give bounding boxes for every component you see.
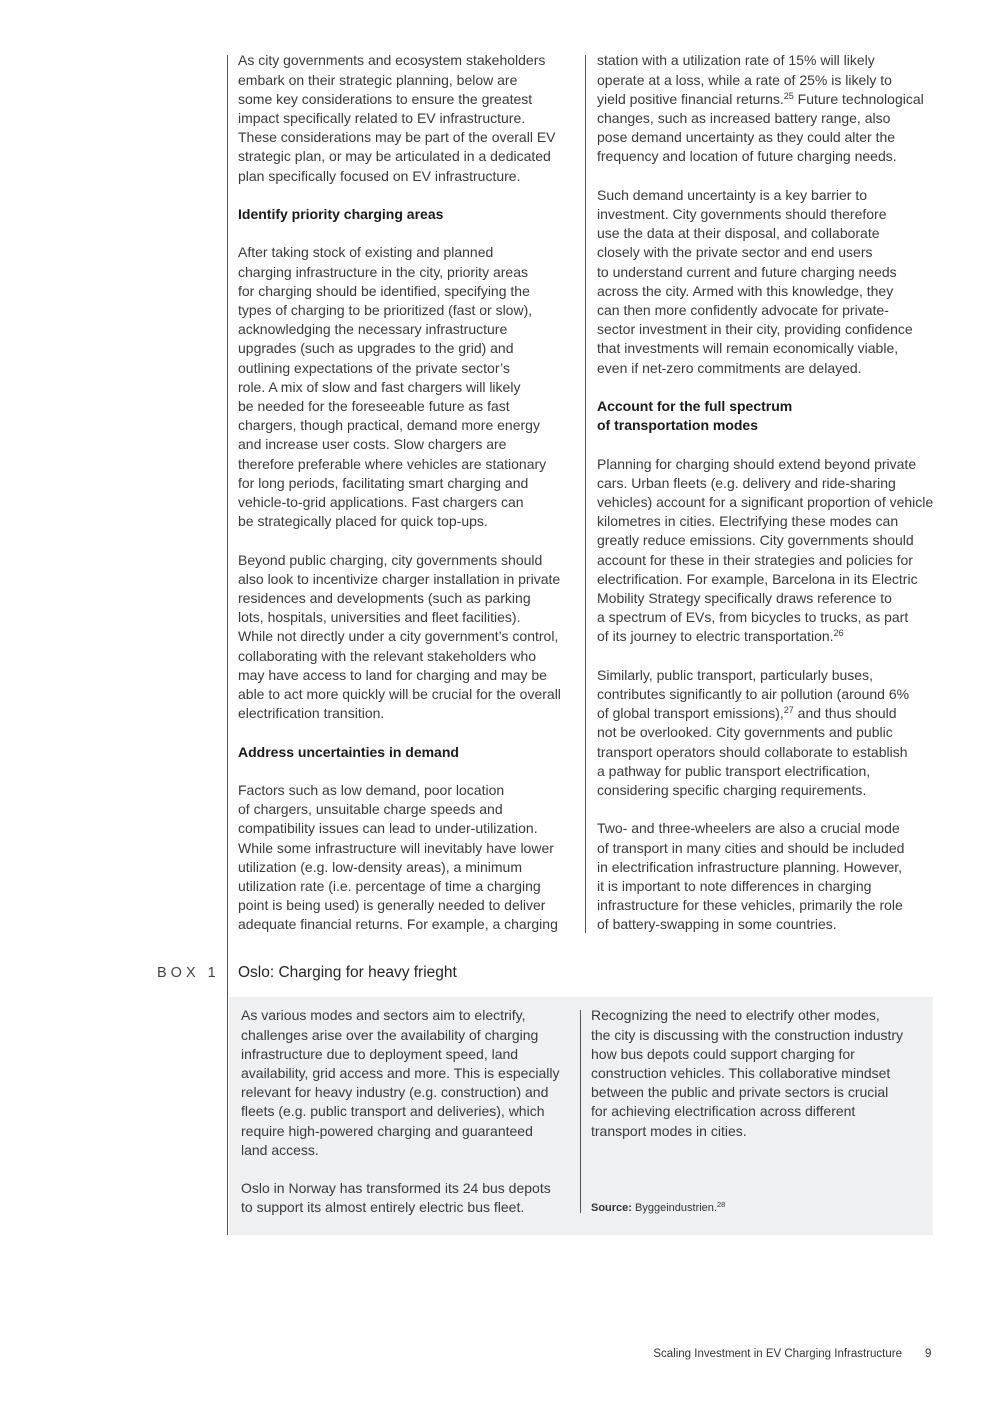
footnote-ref-27: 27 [783, 705, 794, 716]
box-title: Oslo: Charging for heavy frieght [238, 964, 457, 981]
utilization-paragraph [597, 51, 942, 166]
box-label: BOX 1 [157, 965, 220, 981]
public-transport-text-a: Similarly, public transport, particularly buses, contributes significantly to air pollution (around 6% of global transport emissions), [597, 666, 910, 722]
demand-uncertainties-paragraph: Factors such as low demand, poor location of chargers, unsuitable charge speeds and compatibility issues can lead to under-utilization. While some infrastructure will inevitably have lower utilization (e.g. low-density areas), a minimum utilization rate (i.e. percentage of time a charging point is being used) is generally needed to deliver adequate financial returns. For example, a charging [238, 782, 558, 933]
utilization-text-b: Future technological changes, such as increased battery range, also pose demand uncertainty as they could alter the frequency and location of future charging needs. [597, 90, 924, 165]
urban-fleets-paragraph [597, 455, 942, 647]
box-column-divider [580, 1010, 581, 1213]
box-left-column [241, 1006, 571, 1217]
public-transport-paragraph [597, 666, 942, 800]
demand-barrier-paragraph: Such demand uncertainty is a key barrier to investment. City governments should therefore use the data at their disposal, and collaborate closely with the private sector and end users to understand current and future charging needs across the city. Armed with this knowledge, they can then more confidently advocate for private- sector investment in their city, providing confidence that investments will remain economically viable, even if net-zero commitments are delayed. [597, 186, 913, 376]
box-source-text: Byggeindustrien. [631, 1202, 717, 1214]
left-column-rule [227, 55, 228, 1235]
utilization-text-a: station with a utilization rate of 15% will likely operate at a loss, while a rate of 25% is likely to yield positive financial returns. [597, 52, 892, 107]
footer-report-title: Scaling Investment in EV Charging Infrastructure [653, 1348, 902, 1360]
priority-areas-paragraph: After taking stock of existing and planned charging infrastructure in the city, priority areas for charging should be identified, specifying the types of charging to be prioritized (fast or slow), acknowledging the necessary infrastructure upgrades (such as upgrades to the grid) and outlining expectations of the private sector’s role. A mix of slow and fast chargers will likely be needed for the foreseeable future as fast chargers, though practical, demand more energy and increase user costs. Slow chargers are therefore preferable where vehicles are stationary for long periods, facilitating smart charging and vehicle-to-grid applications. Fast chargers can be strategically placed for quick top-ups. [238, 244, 547, 530]
section-heading-demand-uncertainties: Address uncertainties in demand [238, 743, 459, 760]
right-column [597, 51, 942, 934]
box-right-column [591, 1006, 926, 1140]
public-transport-text-b: and thus should not be overlooked. City governments and public transport operators should collaborate to establish a pathway for public transport electrification, considering specific charging requirements. [597, 705, 908, 799]
box-challenges-paragraph: As various modes and sectors aim to electrify, challenges arise over the availability of charging infrastructure due to deployment speed, land availability, grid access and more. This is especially relevant for heavy industry (e.g. construction) and fleets (e.g. public transport and deliveries), which require high-powered charging and guaranteed land access. [241, 1007, 560, 1158]
two-three-wheelers-paragraph: Two- and three-wheelers are also a crucial mode of transport in many cities and should be included in electrification infrastructure planning. However, it is important to note differences in charging infrastructure for these vehicles, primarily the role of battery-swapping in some countries. [597, 820, 905, 933]
box-collaboration-paragraph: Recognizing the need to electrify other modes, the city is discussing with the construction industry how bus depots could support charging for construction vehicles. This collaborative mindset between the public and private sectors is crucial for achieving electrification across different transport modes in cities. [591, 1007, 904, 1139]
box-source-note [591, 1200, 725, 1216]
footnote-ref-25: 25 [783, 90, 794, 101]
footer-page-number: 9 [925, 1348, 932, 1360]
left-column [238, 51, 583, 934]
urban-fleets-text: Planning for charging should extend beyond private cars. Urban fleets (e.g. delivery and ride-sharing vehicles) account for a significant proportion of vehicle kilometres in cities. Electrifying these modes can greatly reduce emissions. City governments should account for these in their strategies and policies for electrification. For example, Barcelona in its Electric Mobility Strategy specifically draws reference to a spectrum of EVs, from bicycles to trucks, as part of its journey to electric transportation. [597, 455, 934, 645]
box-oslo-paragraph: Oslo in Norway has transformed its 24 bus depots to support its almost entirely electric bus fleet. [241, 1180, 551, 1216]
right-column-rule [585, 55, 586, 933]
section-heading-priority-areas: Identify priority charging areas [238, 206, 444, 222]
intro-paragraph: As city governments and ecosystem stakeholders embark on their strategic planning, below are some key considerations to ensure the greatest impact specifically related to EV infrastructure. These considerations may be part of the overall EV strategic plan, or may be articulated in a dedicated plan specifically focused on EV infrastructure. [238, 52, 556, 184]
footnote-ref-28: 28 [716, 1200, 726, 1209]
section-heading-transport-modes: Account for the full spectrum of transportation modes [597, 398, 793, 434]
footnote-ref-26: 26 [833, 628, 844, 639]
box-source-label: Source: [591, 1202, 632, 1214]
public-charging-paragraph: Beyond public charging, city governments should also look to incentivize charger installation in private residences and developments (such as parking lots, hospitals, universities and fleet facilities). While not directly under a city government’s control, collaborating with the relevant stakeholders who may have access to land for charging and may be able to act more quickly will be crucial for the overall electrification transition. [238, 551, 561, 722]
box-panel [229, 997, 933, 1235]
